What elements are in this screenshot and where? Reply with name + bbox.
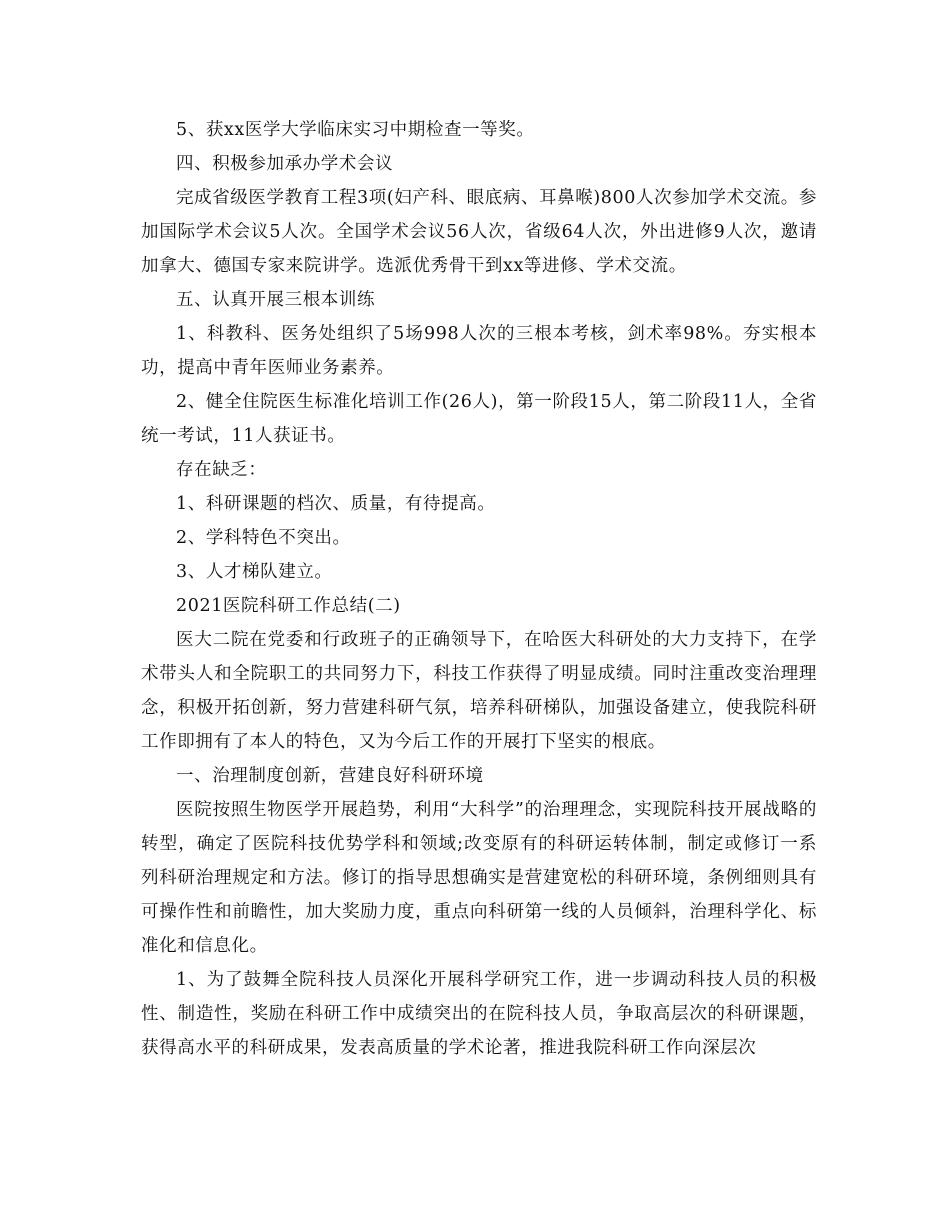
heading-shortcomings: 存在缺乏： [176, 460, 267, 480]
paragraph-training-item-1: 1、科教科、医务处组织了5场998人次的三根本考核，剑术率98%。夯实根本功，提高中青年医师业务素养。 [141, 324, 817, 378]
paragraph-training-item-2: 2、健全住院医生标准化培训工作(26人)，第一阶段15人，第二阶段11人，全省统一考试，11人获证书。 [141, 392, 817, 446]
paragraph-intro: 医大二院在党委和行政班子的正确领导下，在哈医大科研处的大力支持下，在学术带头人和全院职工的共同努力下，科技工作获得了明显成绩。同时注重改变治理理念，积极开拓创新，努力营建科研气氛，培养科研梯队，加强设备建立，使我院科研工作即拥有了本人的特色，又为今后工作的开展打下坚实的根底。 [141, 630, 817, 752]
document-subtitle: 2021医院科研工作总结(二) [176, 596, 401, 616]
section-heading-management-innovation: 一、治理制度创新，营建良好科研环境 [176, 766, 484, 786]
paragraph-academic-exchange: 完成省级医学教育工程3项(妇产科、眼底病、耳鼻喉)800人次参加学术交流。参加国际学术会议5人次。全国学术会议56人次，省级64人次，外出进修9人次，邀请加拿大、德国专家来院讲学。选派优秀骨干到xx等进修、学术交流。 [141, 188, 817, 276]
paragraph-encouragement-item-1: 1、为了鼓舞全院科技人员深化开展科学研究工作，进一步调动科技人员的积极性、制造性，奖励在科研工作中成绩突出的在院科技人员，争取高层次的科研课题，获得高水平的科研成果，发表高质量的学术论著，推进我院科研工作向深层次 [141, 970, 817, 1058]
shortcoming-item-2: 2、学科特色不突出。 [176, 528, 351, 548]
shortcoming-item-1: 1、科研课题的档次、质量，有待提高。 [176, 494, 496, 514]
document-body [141, 113, 817, 1065]
shortcoming-item-3: 3、人才梯队建立。 [176, 562, 333, 582]
paragraph-management-strategy: 医院按照生物医学开展趋势，利用“大科学”的治理理念，实现院科技开展战略的转型，确定了医院科技优势学科和领域;改变原有的科研运转体制，制定或修订一系列科研治理规定和方法。修订的指导思想确实是营建宽松的科研环境，条例细则具有可操作性和前瞻性，加大奖励力度，重点向科研第一线的人员倾斜，治理科学化、标准化和信息化。 [141, 800, 817, 956]
section-heading-basic-training: 五、认真开展三根本训练 [176, 290, 376, 310]
paragraph-award-item-5: 5、获xx医学大学临床实习中期检查一等奖。 [176, 120, 535, 140]
section-heading-academic-conferences: 四、积极参加承办学术会议 [176, 154, 394, 174]
